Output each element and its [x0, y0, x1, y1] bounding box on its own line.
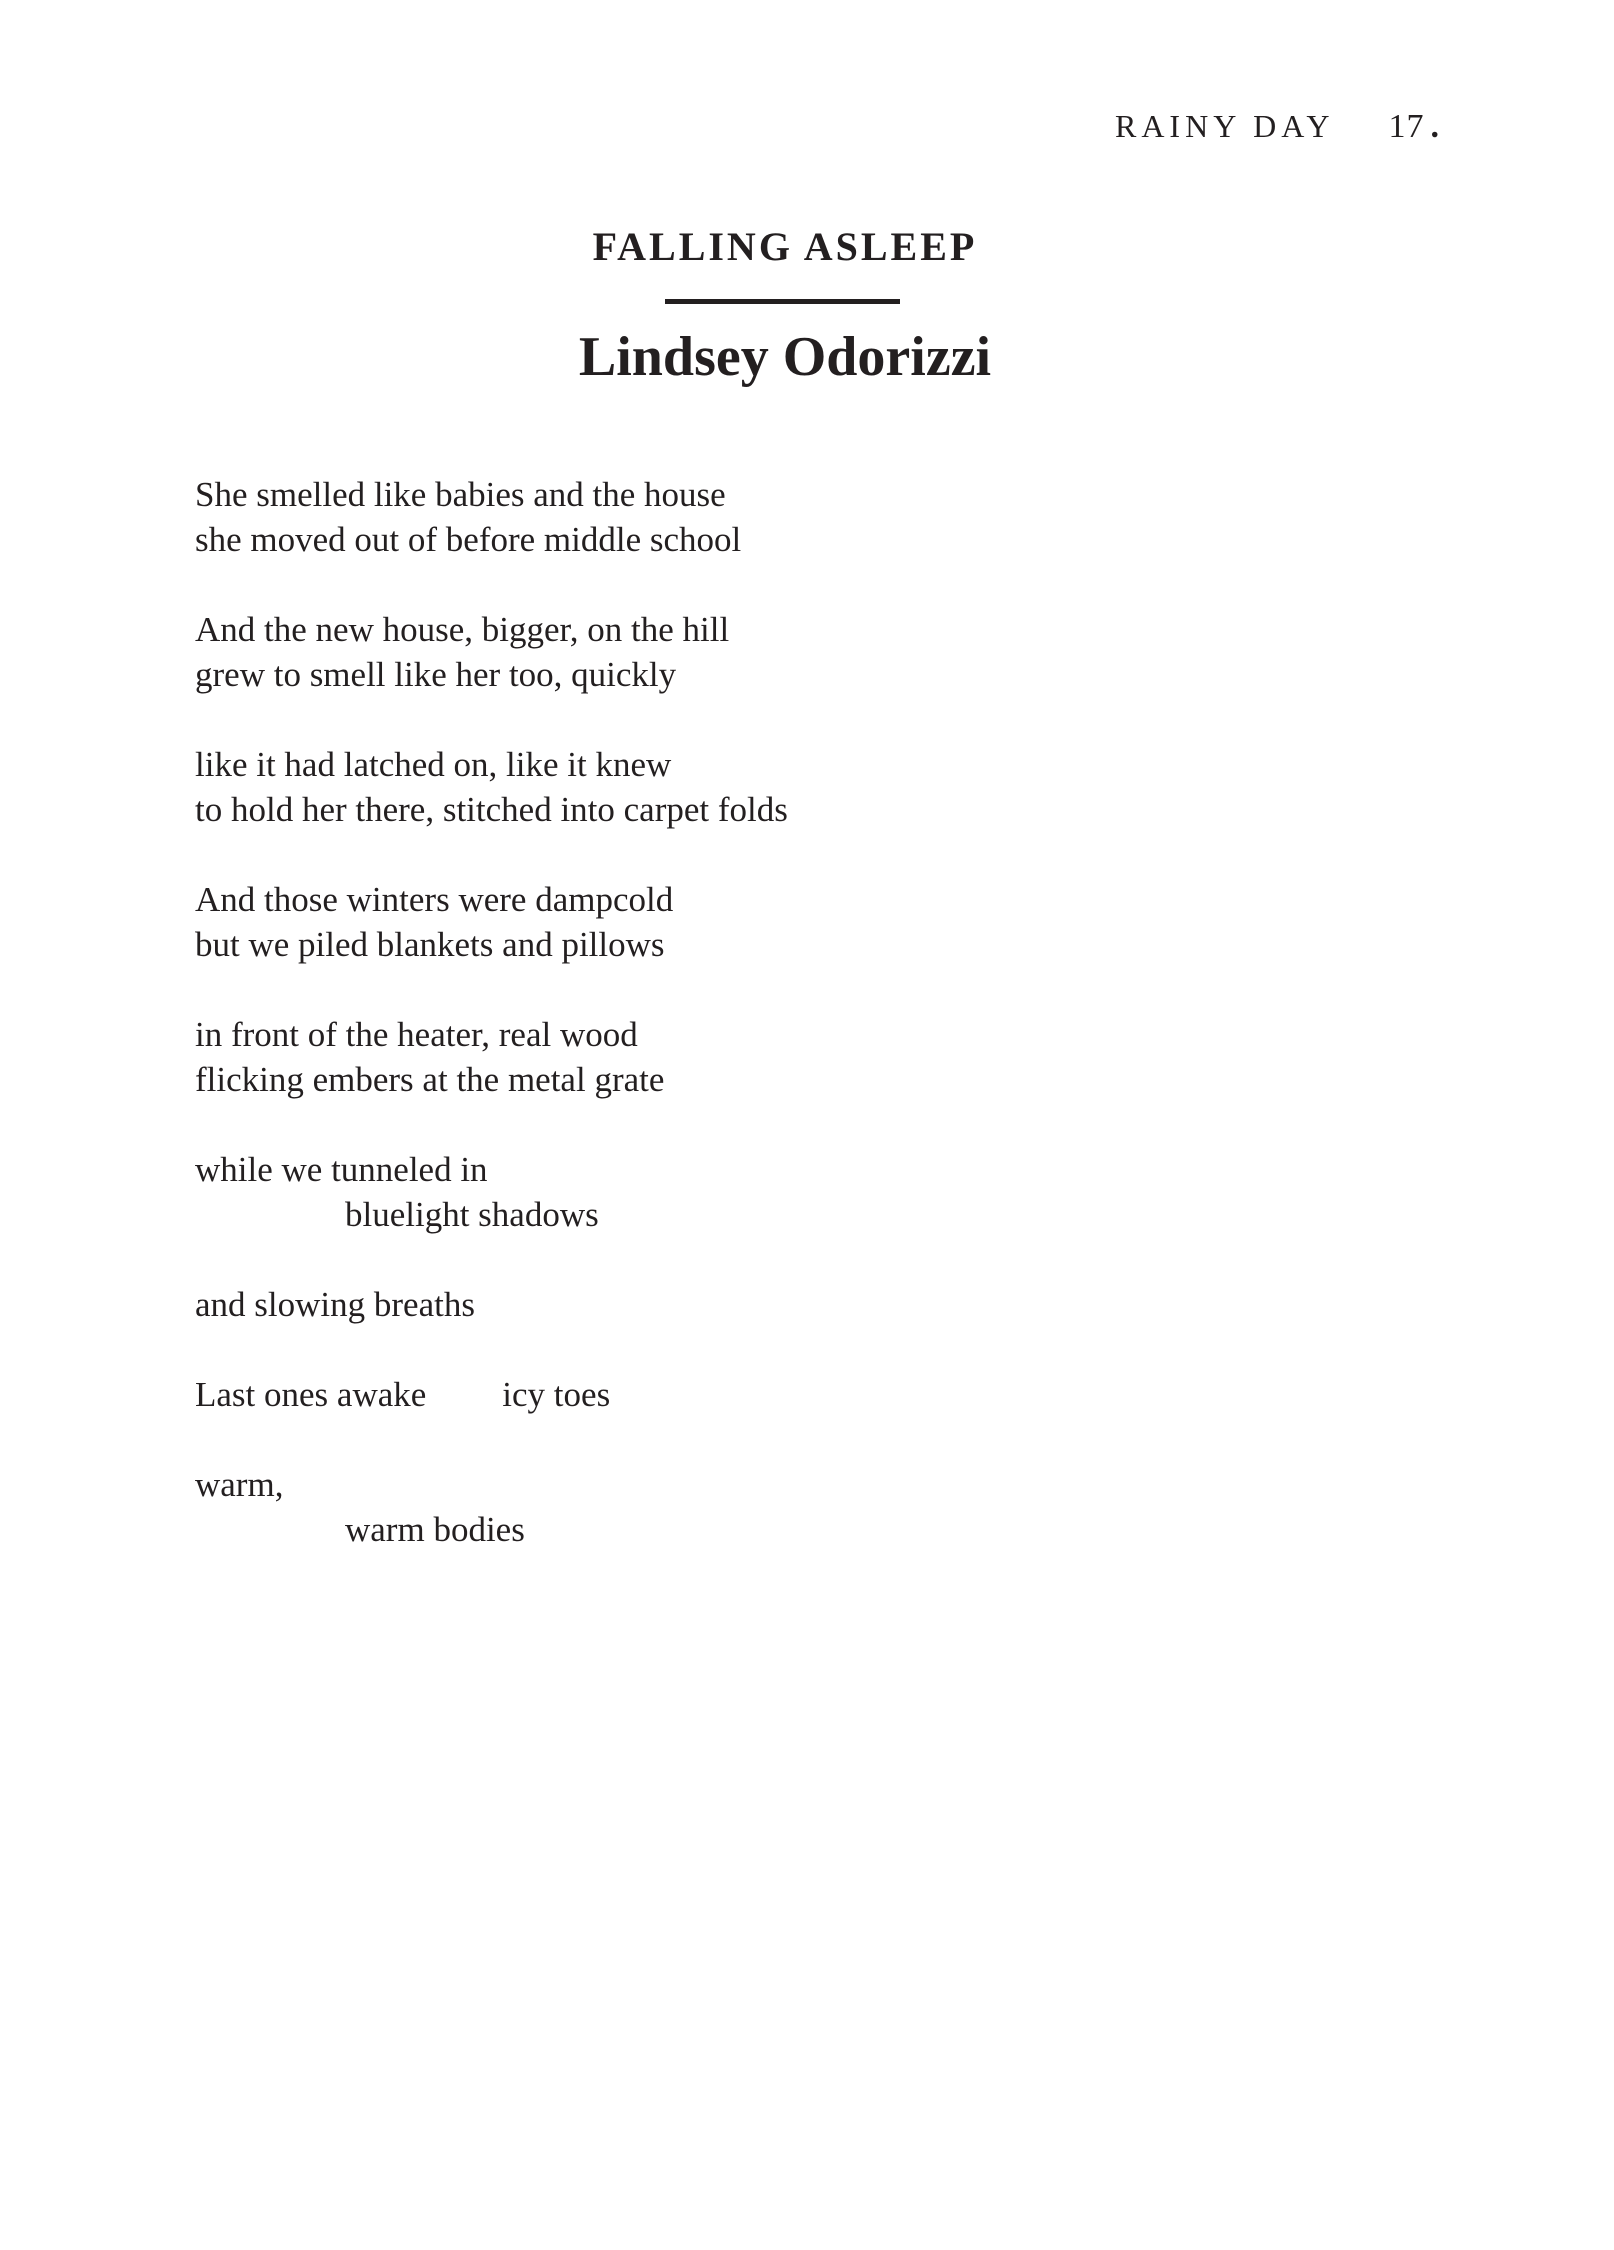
stanza: [195, 472, 1295, 562]
stanza: [195, 1462, 1295, 1552]
poem-line: while we tunneled in: [195, 1150, 488, 1189]
poem-line: warm,: [195, 1465, 284, 1504]
poem-line-indented: bluelight shadows: [345, 1195, 599, 1234]
poem-phrase: icy toes: [502, 1375, 611, 1414]
page-number: 17: [1388, 108, 1425, 145]
poem-line: like it had latched on, like it knew: [195, 745, 672, 784]
stanza: [195, 607, 1295, 697]
poem-line: in front of the heater, real wood: [195, 1015, 638, 1054]
stanza: [195, 877, 1295, 967]
poem-line: And the new house, bigger, on the hill: [195, 610, 730, 649]
poem-line-indented: warm bodies: [345, 1510, 525, 1549]
page-number-marker: .: [1430, 108, 1439, 145]
poem-author: Lindsey Odorizzi: [578, 326, 992, 388]
poem-line-split: [195, 1372, 1295, 1417]
poem-line: but we piled blankets and pillows: [195, 925, 665, 964]
poem-line: and slowing breaths: [195, 1285, 475, 1324]
stanza: [195, 1372, 1295, 1417]
poem-phrase: Last ones awake: [195, 1375, 427, 1414]
running-head: [1115, 106, 1439, 147]
title-divider: [665, 299, 900, 304]
poem-line: And those winters were dampcold: [195, 880, 674, 919]
poem-line: flicking embers at the metal grate: [195, 1060, 665, 1099]
poem-line: She smelled like babies and the house: [195, 475, 726, 514]
poem-line: grew to smell like her too, quickly: [195, 655, 677, 694]
poem-line: she moved out of before middle school: [195, 520, 742, 559]
stanza: [195, 1282, 1295, 1327]
poem-line: to hold her there, stitched into carpet folds: [195, 790, 788, 829]
poem-body: [195, 472, 1295, 1597]
poem-title: FALLING ASLEEP: [592, 224, 978, 269]
stanza: [195, 1012, 1295, 1102]
stanza: [195, 1147, 1295, 1237]
running-head-section: RAINY DAY: [1114, 108, 1335, 144]
stanza: [195, 742, 1295, 832]
